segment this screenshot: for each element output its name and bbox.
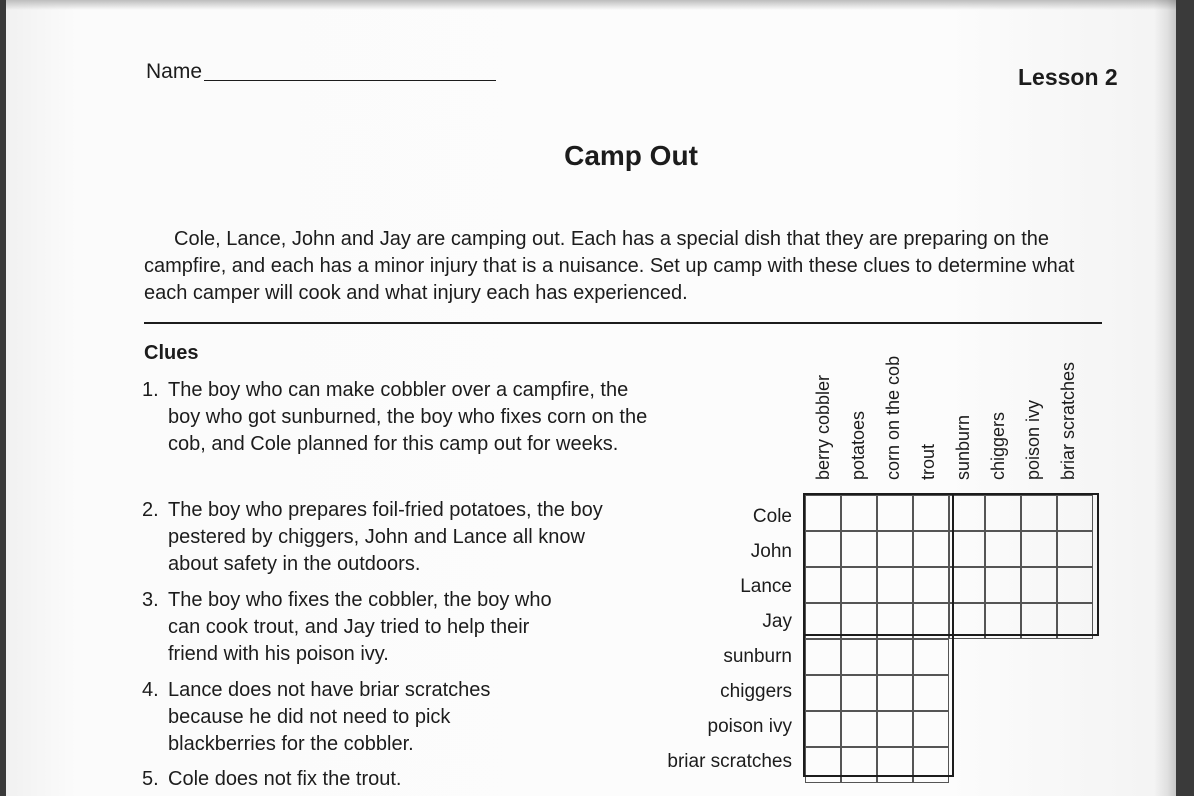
grid-cell[interactable] xyxy=(913,675,949,711)
grid-cell[interactable] xyxy=(1021,603,1057,639)
grid-cell[interactable] xyxy=(949,531,985,567)
grid-cell[interactable] xyxy=(805,675,841,711)
grid-cell[interactable] xyxy=(949,567,985,603)
grid-cell[interactable] xyxy=(985,567,1021,603)
lesson-number: Lesson 2 xyxy=(1018,64,1118,90)
scan-right-edge xyxy=(1154,0,1176,796)
grid-cell[interactable] xyxy=(1057,567,1093,603)
column-header-chiggers: chiggers xyxy=(988,411,1008,480)
name-label: Name xyxy=(146,60,203,83)
grid-cell[interactable] xyxy=(913,639,949,675)
clues-heading: Clues xyxy=(144,342,199,364)
grid-cell[interactable] xyxy=(877,747,913,783)
clue-2 xyxy=(142,497,613,578)
clue-text: The boy who can make cobbler over a campfire, the boy who got sunburned, the boy who fixes corn on the cob, and Cole planned for this camp out for weeks. xyxy=(168,379,648,455)
row-header-poison-ivy: poison ivy xyxy=(707,716,792,737)
grid-cell[interactable] xyxy=(877,603,913,639)
column-header-sunburn: sunburn xyxy=(953,414,973,480)
grid-cell[interactable] xyxy=(1057,603,1093,639)
grid-cell[interactable] xyxy=(1021,531,1057,567)
column-header-poison-ivy: poison ivy xyxy=(1023,399,1043,480)
row-header-chiggers: chiggers xyxy=(720,681,792,702)
grid-cell[interactable] xyxy=(877,567,913,603)
column-header-briar-scratches: briar scratches xyxy=(1058,361,1078,480)
name-blank-line[interactable] xyxy=(204,79,496,81)
intro-paragraph: Cole, Lance, John and Jay are camping out. Each has a special dish that they are preparing on the campfire, and each has a minor injury that is a nuisance. Set up camp with these clues to determine what each camper will cook and what injury each has experienced. xyxy=(144,228,1075,304)
row-header-jay: Jay xyxy=(762,611,792,632)
row-labels xyxy=(592,0,792,796)
grid-cell[interactable] xyxy=(877,639,913,675)
grid-cell[interactable] xyxy=(805,531,841,567)
grid-cell[interactable] xyxy=(877,495,913,531)
column-header-berry-cobbler: berry cobbler xyxy=(813,374,833,480)
clue-text: Cole does not fix the trout. xyxy=(168,768,402,790)
clue-text: The boy who prepares foil-fried potatoes, the boy pestered by chiggers, John and Lance all know about safety in the outdoors. xyxy=(168,499,603,575)
clue-number: 4. xyxy=(142,679,159,701)
column-header-trout: trout xyxy=(918,443,938,480)
row-header-lance: Lance xyxy=(740,576,792,597)
grid-cell[interactable] xyxy=(949,603,985,639)
grid-cell[interactable] xyxy=(841,747,877,783)
grid-cell[interactable] xyxy=(877,711,913,747)
grid-cell[interactable] xyxy=(913,711,949,747)
grid-cell[interactable] xyxy=(949,495,985,531)
column-header-potatoes: potatoes xyxy=(848,410,868,480)
grid-cell[interactable] xyxy=(913,495,949,531)
grid-cell[interactable] xyxy=(841,675,877,711)
clue-number: 2. xyxy=(142,499,159,521)
clue-number: 3. xyxy=(142,589,159,611)
grid-cell[interactable] xyxy=(913,567,949,603)
grid-cell[interactable] xyxy=(805,603,841,639)
grid-cell[interactable] xyxy=(985,531,1021,567)
grid-cell[interactable] xyxy=(913,603,949,639)
grid-cell[interactable] xyxy=(841,567,877,603)
grid-cell[interactable] xyxy=(1021,567,1057,603)
grid-cell[interactable] xyxy=(913,747,949,783)
clue-3 xyxy=(142,587,568,668)
grid-cell[interactable] xyxy=(1021,495,1057,531)
grid-cell[interactable] xyxy=(913,531,949,567)
grid-cell[interactable] xyxy=(805,495,841,531)
clue-number: 1. xyxy=(142,379,159,401)
name-field xyxy=(146,60,496,84)
row-header-briar-scratches: briar scratches xyxy=(667,751,792,772)
grid-cell[interactable] xyxy=(985,495,1021,531)
clue-5 xyxy=(142,766,568,793)
row-header-cole: Cole xyxy=(752,506,792,527)
grid-cell[interactable] xyxy=(841,531,877,567)
worksheet-page xyxy=(6,0,1176,796)
grid-cell[interactable] xyxy=(1057,531,1093,567)
clue-4 xyxy=(142,677,518,758)
grid-cell[interactable] xyxy=(805,747,841,783)
scan-top-shadow xyxy=(6,0,1176,10)
column-header-corn-on-the-cob: corn on the cob xyxy=(883,355,903,480)
grid-cell[interactable] xyxy=(841,639,877,675)
grid-cell[interactable] xyxy=(805,567,841,603)
page-title: Camp Out xyxy=(564,140,698,171)
grid-cell[interactable] xyxy=(877,531,913,567)
grid-cell[interactable] xyxy=(841,603,877,639)
row-header-john: John xyxy=(750,541,792,562)
clue-text: Lance does not have briar scratches because he did not need to pick blackberries for the cobbler. xyxy=(168,679,491,755)
clue-text: The boy who fixes the cobbler, the boy who can cook trout, and Jay tried to help their friend with his poison ivy. xyxy=(168,589,552,665)
grid-cell[interactable] xyxy=(841,495,877,531)
grid-cell[interactable] xyxy=(805,711,841,747)
clue-1 xyxy=(142,377,648,458)
grid-cell[interactable] xyxy=(805,639,841,675)
row-header-sunburn: sunburn xyxy=(723,646,792,667)
grid-cell[interactable] xyxy=(841,711,877,747)
grid-cell[interactable] xyxy=(877,675,913,711)
clue-number: 5. xyxy=(142,768,159,790)
grid-cell[interactable] xyxy=(985,603,1021,639)
grid-cell[interactable] xyxy=(1057,495,1093,531)
